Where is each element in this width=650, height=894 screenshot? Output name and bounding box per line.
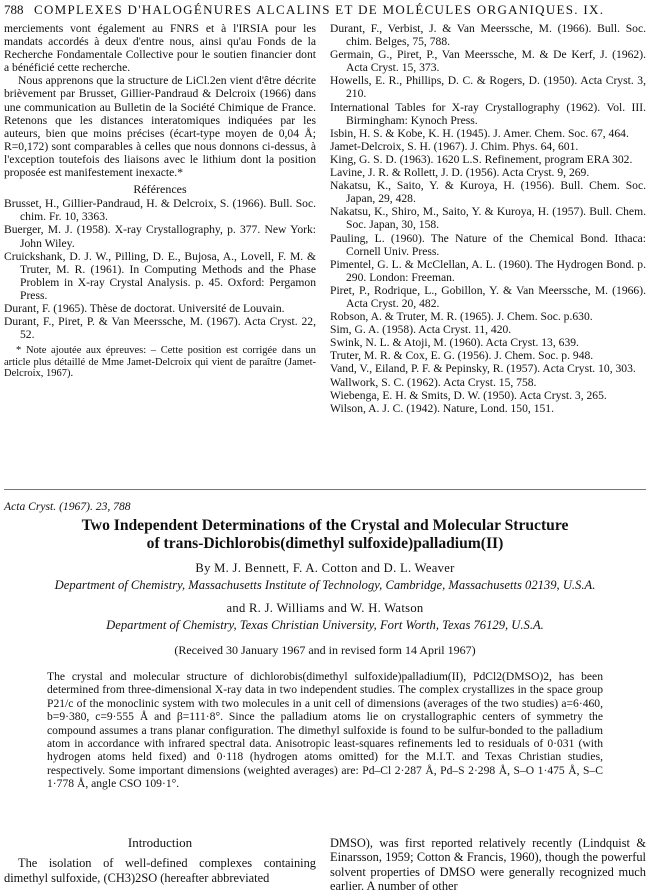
authors: and R. J. Williams and W. H. Watson xyxy=(226,601,424,615)
reference-item: Sim, G. A. (1958). Acta Cryst. 11, 420. xyxy=(330,323,512,337)
intro-left-column xyxy=(4,836,316,885)
reference-item: Wallwork, S. C. (1962). Acta Cryst. 15, 758. xyxy=(330,375,537,389)
affiliation: Department of Chemistry, Massachusetts Institute of Technology, Cambridge, Massachusetts 02139, U.S.A. xyxy=(54,578,596,592)
reference-item: Isbin, H. S. & Kobe, K. H. (1945). J. Amer. Chem. Soc. 67, 464. xyxy=(330,126,629,140)
article xyxy=(4,500,646,791)
affiliation: Department of Chemistry, Texas Christian University, Fort Worth, Texas 76129, U.S.A. xyxy=(106,618,544,632)
reference-item: Wiebenga, E. H. & Smits, D. W. (1950). Acta Cryst. 3, 265. xyxy=(330,388,607,402)
paragraph: merciements vont également au FNRS et à l'IRSIA pour les mandats accordés à deux d'entre nous, ainsi qu'au Fonds de la Recherche Fondamentale Collective pour le soutien financier dont a bénéficié cette recherche. xyxy=(4,22,316,75)
reference-item: Cruickshank, D. J. W., Pilling, D. E., Bujosa, A., Lovell, F. M. & Truter, M. R. (1961). In Computing Methods and the Phase Problem in X-ray Crystal Analysis. p. 45. Oxford: Pergamon Press. xyxy=(4,249,316,302)
footnote xyxy=(4,343,316,380)
reference-item: Wilson, A. J. C. (1942). Nature, Lond. 150, 151. xyxy=(330,401,554,415)
reference-item: Lavine, J. R. & Rollett, J. D. (1956). Acta Cryst. 9, 269. xyxy=(330,166,590,180)
reference-item: Vand, V., Eiland, P. F. & Pepinsky, R. (1957). Acta Cryst. 10, 303. xyxy=(330,362,636,376)
reference-item: International Tables for X-ray Crystallography (1962). Vol. III. Birmingham: Kynoch Press. xyxy=(330,100,646,127)
running-header xyxy=(4,2,646,20)
reference-item: Pauling, L. (1960). The Nature of the Chemical Bond. Ithaca: Cornell Univ. Press. xyxy=(330,231,646,258)
reference-item: Swink, N. L. & Atoji, M. (1960). Acta Cryst. 13, 639. xyxy=(330,336,579,350)
reference-item: Durant, F., Piret, P. & Van Meerssche, M. (1967). Acta Cryst. 22, 52. xyxy=(4,315,316,342)
reference-item: Howells, E. R., Phillips, D. C. & Rogers, D. (1950). Acta Cryst. 3, 210. xyxy=(330,74,646,101)
reference-item: Durant, F., Verbist, J. & Van Meerssche, M. (1966). Bull. Soc. chim. Belges, 75, 788. xyxy=(330,22,646,49)
reference-item: Robson, A. & Truter, M. R. (1965). J. Chem. Soc. p.630. xyxy=(330,310,593,324)
reference-item: Durant, F. (1965). Thèse de doctorat. Université de Louvain. xyxy=(4,301,285,315)
references-heading: Références xyxy=(133,182,187,197)
reference-item: Jamet-Delcroix, S. H. (1967). J. Chim. Phys. 64, 601. xyxy=(330,139,579,153)
reference-item: Nakatsu, K., Saito, Y. & Kuroya, H. (1956). Bull. Chem. Soc. Japan, 29, 428. xyxy=(330,179,646,206)
authors: By M. J. Bennett, F. A. Cotton and D. L. Weaver xyxy=(195,561,455,575)
reference-item: Brusset, H., Gillier-Pandraud, H. & Delcroix, S. (1966). Bull. Soc. chim. Fr. 10, 3363. xyxy=(4,197,316,224)
footnote-text: * Note ajoutée aux épreuves: – Cette position est corrigée dans un article plus détaillé de Mme Jamet-Delcroix qui vient de paraître (Jamet-Delcroix, 1967). xyxy=(4,345,316,380)
paragraph: Nous apprenons que la structure de LiCl.2en vient d'être décrite brièvement par Brusset, Gillier-Pandraud & Delcroix (1966) dans une communication au Bulletin de la Société Chimique de France. Retenons que les distances interatomiques indiquées par les auteurs, bien que moins précises (écart-type moyen de 0,04 Å; R=0,172) sont comparables à celles que nous donnons ci-dessus, à l'exception toutefois des liaisons avec le lithium dont la position proposée est manifestement inexacte.* xyxy=(4,74,316,180)
abstract: The crystal and molecular structure of dichlorobis(dimethyl sulfoxide)palladium(II), PdCl2(DMSO)2, has been determined from three-dimensional X-ray data in two independent studies. The complex crystallizes in the space group P21/c of the monoclinic system with two molecules in a unit cell of dimensions (averages of the two studies) a=6·460, b=9·380, c=9·555 Å and β=111·8°. Since the palladium atoms lie on crystallographic centers of symmetry the compound assumes a trans planar configuration. The dimethyl sulfoxide is found to be sulfur-bonded to the palladium atom in accordance with infrared spectral data. Anisotropic least-squares refinements led to residuals of 0·031 (with hydrogen atoms held fixed) and 0·118 (hydrogen atoms omitted) for the M.I.T. and Texas Christian studies, respectively. Some important dimensions (weighted averages) are: Pd–Cl 2·287 Å, Pd–S 2·298 Å, S–O 1·475 Å, S–C 1·778 Å, angle CSO 109·1°. xyxy=(47,670,603,791)
page-number: 788 xyxy=(4,2,24,17)
section-heading: Introduction xyxy=(127,835,193,850)
left-column xyxy=(4,22,316,380)
divider xyxy=(4,489,646,490)
article-citation: Acta Cryst. (1967). 23, 788 xyxy=(4,500,131,513)
paragraph: The isolation of well-defined complexes containing dimethyl sulfoxide, (CH3)2SO (hereafter abbreviated xyxy=(4,856,316,885)
paragraph: DMSO), was first reported relatively recently (Lindquist & Einarsson, 1959; Cotton & Francis, 1960), though the powerful solvent properties of DMSO were generally recognized much earlier. A number of other xyxy=(330,836,646,894)
reference-item: Germain, G., Piret, P., Van Meerssche, M. & De Kerf, J. (1962). Acta Cryst. 15, 373. xyxy=(330,48,646,75)
reference-item: Nakatsu, K., Shiro, M., Saito, Y. & Kuroya, H. (1957). Bull. Chem. Soc. Japan, 30, 158. xyxy=(330,205,646,232)
intro-right-column xyxy=(330,836,646,894)
reference-list xyxy=(330,22,646,415)
article-title: Two Independent Determinations of the Crystal and Molecular Structure of trans-Dichlorobis(dimethyl sulfoxide)palladium(II) xyxy=(81,517,569,552)
reference-item: Truter, M. R. & Cox, E. G. (1956). J. Chem. Soc. p. 948. xyxy=(330,349,594,363)
right-column xyxy=(330,22,646,415)
reference-item: King, G. S. D. (1963). 1620 L.S. Refinement, program ERA 302. xyxy=(330,152,633,166)
running-title: COMPLEXES D'HALOGÉNURES ALCALINS ET DE MOLÉCULES ORGANIQUES. IX. xyxy=(34,2,605,17)
received-date: (Received 30 January 1967 and in revised form 14 April 1967) xyxy=(174,643,476,657)
reference-list xyxy=(4,197,316,341)
reference-item: Pimentel, G. L. & McClellan, A. L. (1960). The Hydrogen Bond. p. 290. London: Freeman. xyxy=(330,257,646,284)
reference-item: Buerger, M. J. (1958). X-ray Crystallography, p. 377. New York: John Wiley. xyxy=(4,223,316,250)
reference-item: Piret, P., Rodrique, L., Gobillon, Y. & Van Meerssche, M. (1966). Acta Cryst. 20, 482. xyxy=(330,283,646,310)
